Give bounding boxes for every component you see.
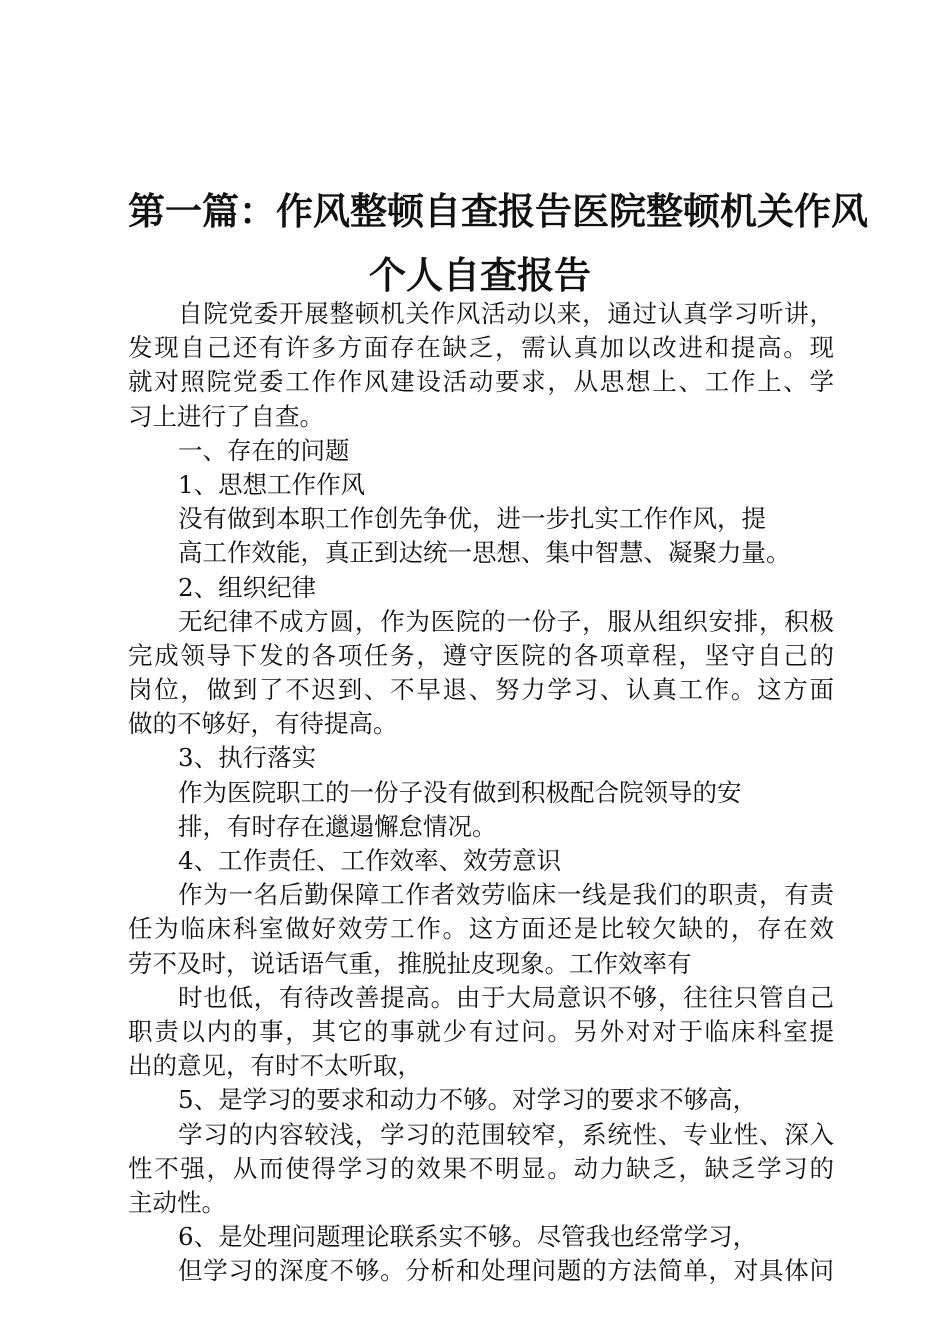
paragraph-line: 学习的内容较浅，学习的范围较窄，系统性、专业性、深入: [178, 1119, 834, 1149]
paragraph-line: 做的不够好，有待提高。: [128, 709, 398, 739]
paragraph-line: 但学习的深度不够。分析和处理问题的方法简单，对具体问: [178, 1256, 834, 1286]
paragraph-line: 主动性。: [128, 1187, 226, 1217]
paragraph-line: 职责以内的事，其它的事就少有过问。另外对对于临床科室提: [128, 1016, 834, 1046]
paragraph-line: 岗位，做到了不迟到、不早退、努力学习、认真工作。这方面: [128, 675, 834, 705]
paragraph-line: 性不强，从而使得学习的效果不明显。动力缺乏，缺乏学习的: [128, 1153, 834, 1183]
subsection-heading: 5、是学习的要求和动力不够。对学习的要求不够高，: [178, 1085, 758, 1115]
paragraph-line: 任为临床科室做好效劳工作。这方面还是比较欠缺的，存在效: [128, 914, 834, 944]
document-title-line-1: 第一篇：作风整顿自查报告医院整顿机关作风: [128, 189, 868, 233]
subsection-heading: 4、工作责任、工作效率、效劳意识: [178, 846, 562, 875]
paragraph-line: 习上进行了自查。: [128, 401, 324, 431]
document-title-line-2: 个人自查报告: [369, 253, 591, 297]
paragraph-line: 作为一名后勤保障工作者效劳临床一线是我们的职责，有责: [178, 880, 834, 910]
paragraph-line: 劳不及时，说话语气重，推脱扯皮现象。工作效率有: [128, 948, 692, 978]
document-body: [128, 297, 834, 1288]
paragraph-line: 排，有时存在邋遢懈怠情况。: [178, 811, 497, 841]
subsection-heading: 6、是处理问题理论联系实不够。尽管我也经常学习，: [178, 1222, 758, 1252]
paragraph-line: 高工作效能，真正到达统一思想、集中智慧、凝聚力量。: [178, 538, 791, 568]
paragraph-line: 无纪律不成方圆，作为医院的一份子，服从组织安排，积极: [178, 606, 834, 636]
section-heading: 一、存在的问题: [178, 435, 350, 465]
paragraph-line: 没有做到本职工作创先争优，进一步扎实工作作风，提: [178, 504, 766, 534]
paragraph-line: 完成领导下发的各项任务，遵守医院的各项章程，坚守自己的: [128, 640, 834, 670]
paragraph-line: 作为医院职工的一份子没有做到积极配合院领导的安: [178, 777, 742, 807]
paragraph-line: 时也低，有待改善提高。由于大局意识不够，往往只管自己: [178, 982, 834, 1012]
subsection-heading: 3、执行落实: [178, 743, 317, 773]
paragraph-line: 出的意见，有时不太听取，: [128, 1051, 422, 1081]
paragraph-line: 自院党委开展整顿机关作风活动以来，通过认真学习听讲，: [178, 299, 834, 328]
subsection-heading: 2、组织纪律: [178, 572, 317, 602]
subsection-heading: 1、思想工作作风: [178, 469, 366, 499]
paragraph-line: 发现自己还有许多方面存在缺乏，需认真加以改进和提高。现: [128, 333, 834, 363]
paragraph-line: 就对照院党委工作作风建设活动要求，从思想上、工作上、学: [128, 367, 834, 397]
